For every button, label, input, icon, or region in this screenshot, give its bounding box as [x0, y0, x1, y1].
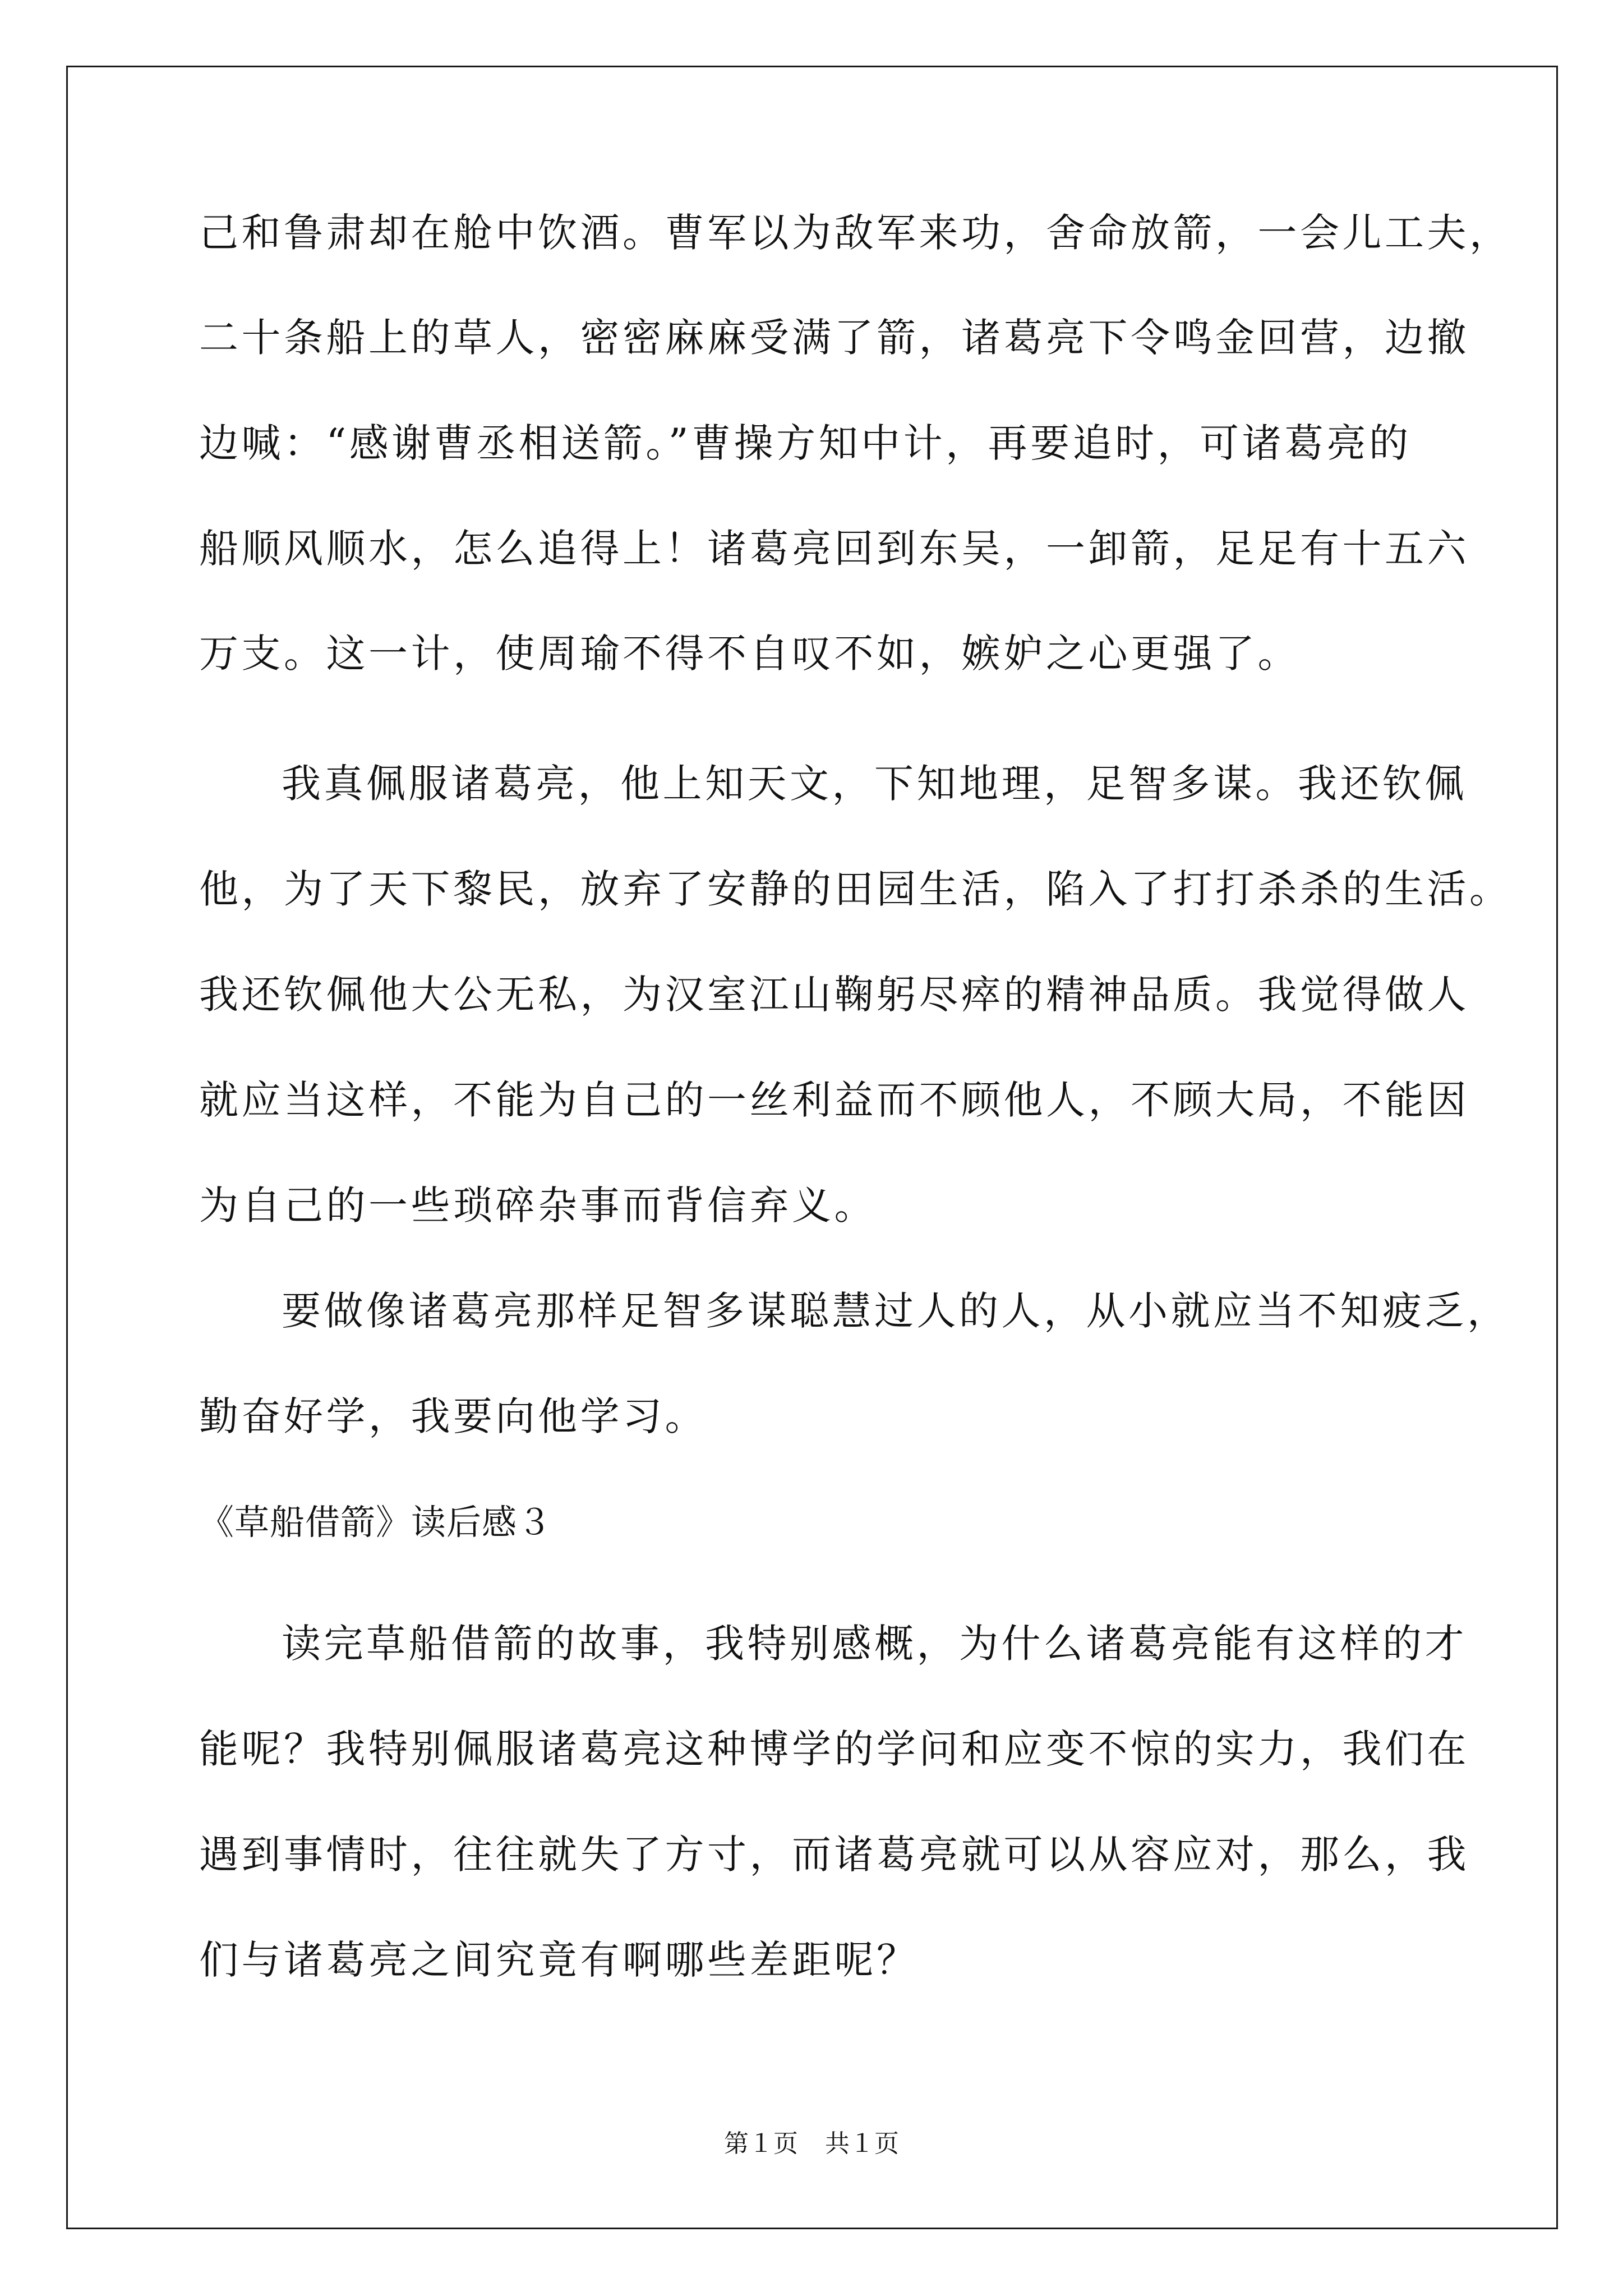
page-border — [66, 66, 1558, 2229]
text-line: 就应当这样，不能为自己的一丝利益而不顾他人，不顾大局，不能因 — [199, 1077, 1469, 1123]
text-line: 为自己的一些琐碎杂事而背信弃义。 — [199, 1182, 877, 1228]
text-line: 万支。这一计，使周瑜不得不自叹不如，嫉妒之心更强了。 — [199, 631, 1300, 677]
page-total: 共１页 — [825, 2129, 899, 2158]
page-number: 第１页 — [724, 2129, 798, 2158]
text-line: 能呢？我特别佩服诸葛亮这种博学的学问和应变不惊的实力，我们在 — [199, 1726, 1469, 1772]
text-line: 船顺风顺水，怎么追得上！诸葛亮回到东吴，一卸箭，足足有十五六 — [199, 526, 1469, 572]
section-heading: 《草船借箭》读后感３ — [199, 1502, 553, 1543]
text-line: 要做像诸葛亮那样足智多谋聪慧过人的人，从小就应当不知疲乏， — [282, 1288, 1510, 1334]
text-line: 我真佩服诸葛亮，他上知天文，下知地理，足智多谋。我还钦佩 — [282, 761, 1467, 807]
text-line: 边喊：“感谢曹丞相送箭。”曹操方知中计，再要追时，可诸葛亮的 — [199, 420, 1412, 466]
text-line: 们与诸葛亮之间究竟有啊哪些差距呢？ — [199, 1937, 919, 1983]
text-line: 己和鲁肃却在舱中饮酒。曹军以为敌军来功，舍命放箭，一会儿工夫， — [199, 210, 1512, 256]
text-line: 读完草船借箭的故事，我特别感概，为什么诸葛亮能有这样的才 — [282, 1621, 1467, 1667]
text-line: 他，为了天下黎民，放弃了安静的田园生活，陷入了打打杀杀的生活。 — [199, 866, 1512, 912]
text-line: 我还钦佩他大公无私，为汉室江山鞠躬尽瘁的精神品质。我觉得做人 — [199, 972, 1469, 1018]
text-line: 二十条船上的草人，密密麻麻受满了箭，诸葛亮下令鸣金回营，边撤 — [199, 315, 1469, 361]
text-line: 遇到事情时，往往就失了方寸，而诸葛亮就可以从容应对，那么，我 — [199, 1832, 1469, 1878]
page-footer — [0, 2129, 1623, 2158]
text-line: 勤奋好学，我要向他学习。 — [199, 1393, 707, 1439]
